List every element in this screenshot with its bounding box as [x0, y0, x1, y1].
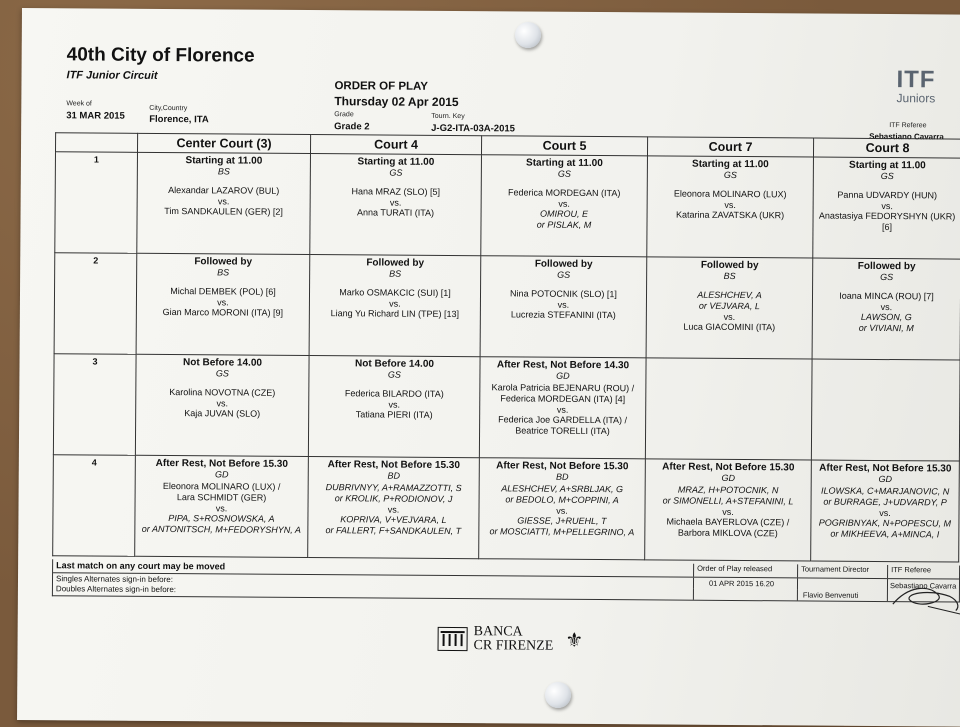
- player-one: or SIMONELLI, A+STEFANINI, L: [662, 495, 794, 507]
- event-code: BD: [555, 471, 569, 482]
- match-cell: [309, 255, 481, 357]
- match-cell: [813, 157, 960, 259]
- referee-signature: [888, 576, 960, 617]
- director-label: Tournament Director: [797, 564, 887, 578]
- player-two: Tatiana PIERI (ITA): [355, 409, 433, 420]
- player-two: Beatrice TORELLI (ITA): [515, 425, 610, 437]
- player-one: or BEDOLO, M+COPPINI, A: [505, 494, 619, 506]
- circuit-subtitle: ITF Junior Circuit: [66, 69, 158, 82]
- player-one: DUBRIVNYY, A+RAMAZZOTTI, S: [325, 482, 462, 494]
- event-code: GD: [556, 370, 570, 381]
- court-header: Court 4: [310, 135, 481, 155]
- match-time-slot: After Rest, Not Before 15.30: [155, 457, 288, 470]
- player-one: Lara SCHMIDT (GER): [176, 492, 267, 503]
- match-cell: [479, 357, 646, 459]
- tournament-title: 40th City of Florence: [66, 44, 255, 67]
- event-code: BS: [217, 166, 230, 177]
- player-two: Liang Yu Richard LIN (TPE) [13]: [330, 308, 460, 320]
- order-of-play-title: ORDER OF PLAY: [334, 80, 429, 93]
- match-cell: [308, 457, 480, 559]
- match-cell: [646, 257, 813, 359]
- order-of-play-sheet: [17, 8, 960, 727]
- player-two: Gian Marco MORONI (ITA) [9]: [162, 306, 284, 318]
- oop-released-cell-2: [693, 589, 797, 601]
- grade-label: Grade: [334, 111, 354, 119]
- player-one: Federica MORDEGAN (ITA): [508, 187, 621, 199]
- player-two: or MIKHEEVA, A+MINCA, I: [830, 528, 940, 540]
- event-code: GS: [723, 169, 737, 180]
- player-two: PIPA, S+ROSNOWSKA, A: [168, 513, 275, 524]
- sheet-footer: [52, 559, 960, 602]
- match-time-slot: Not Before 14.00: [183, 357, 263, 369]
- row-number: 2: [54, 253, 137, 355]
- schedule-row: [53, 354, 960, 461]
- footer-referee-name: Sebastiano Cavarra: [889, 581, 957, 591]
- match-cell: [480, 256, 647, 358]
- row-number: 1: [55, 152, 138, 254]
- court-header: Court 8: [813, 138, 960, 158]
- match-cell: [645, 358, 812, 460]
- juniors-logo-text: Juniors: [896, 91, 936, 106]
- doubles-alternates-label: Doubles Alternates sign-in before:: [55, 584, 177, 595]
- player-one: Ioana MINCA (ROU) [7]: [839, 290, 934, 302]
- versus-label: vs.: [389, 197, 402, 208]
- player-two: or VIVIANI, M: [858, 322, 914, 334]
- player-one: Eleonora MOLINARO (LUX) /: [162, 480, 281, 492]
- versus-label: vs.: [217, 196, 230, 207]
- versus-label: vs.: [558, 198, 570, 209]
- versus-label: vs.: [879, 507, 891, 519]
- match-cell: [137, 152, 311, 254]
- event-code: GS: [557, 168, 571, 179]
- week-of-value: 31 MAR 2015: [66, 110, 125, 122]
- match-time-slot: Starting at 11.00: [526, 157, 603, 170]
- player-two: or ANTONITSCH, M+FEDORYSHYN, A: [141, 523, 301, 535]
- versus-label: vs.: [557, 299, 570, 310]
- player-one: Eleonora MOLINARO (LUX): [673, 188, 787, 200]
- last-match-note: Last match on any court may be moved: [56, 560, 226, 572]
- match-time-slot: Followed by: [857, 260, 916, 273]
- player-two: POGRIBNYAK, N+POPESCU, M: [818, 517, 952, 529]
- match-cell: [812, 258, 960, 360]
- player-two: or FALLERT, F+SANDKAULEN, T: [325, 525, 462, 537]
- versus-label: vs.: [723, 311, 736, 322]
- bank-building-icon: [438, 627, 468, 651]
- schedule-table: [52, 132, 960, 562]
- sponsor-line-2: CR FIRENZE: [473, 638, 554, 654]
- player-one: Karola Patricia BEJENARU (ROU) /: [491, 382, 635, 394]
- player-one: Hana MRAZ (SLO) [5]: [351, 186, 441, 197]
- court-header: Center Court (3): [137, 133, 310, 153]
- oop-released-label: Order of Play released: [693, 564, 797, 578]
- player-one: ALESHCHEV, A+SRBLJAK, G: [501, 483, 624, 495]
- player-one: Alexandar LAZAROV (BUL): [168, 185, 280, 196]
- versus-label: vs.: [881, 201, 893, 212]
- player-two: or PISLAK, M: [536, 219, 592, 230]
- player-two: Lucrezia STEFANINI (ITA): [510, 309, 616, 321]
- match-cell: [647, 156, 814, 258]
- row-number-header: [55, 133, 137, 153]
- player-one: Federica BILARDO (ITA): [344, 388, 444, 399]
- player-two: LAWSON, G: [860, 311, 912, 323]
- match-time-slot: Followed by: [534, 258, 593, 270]
- versus-label: vs.: [389, 298, 401, 309]
- event-code: GD: [878, 473, 893, 485]
- push-pin: [545, 682, 571, 708]
- player-two: Kaja JUVAN (SLO): [184, 408, 261, 419]
- match-time-slot: Followed by: [194, 256, 253, 268]
- push-pin: [515, 22, 541, 48]
- match-time-slot: After Rest, Not Before 15.30: [662, 461, 795, 474]
- event-code: BS: [723, 270, 736, 281]
- player-two: or MOSCIATTI, M+PELLEGRINO, A: [489, 526, 635, 538]
- match-cell: [135, 354, 309, 456]
- event-code: BS: [217, 267, 230, 278]
- match-time-slot: After Rest, Not Before 14.30: [496, 359, 630, 372]
- match-time-slot: After Rest, Not Before 15.30: [496, 460, 629, 473]
- player-one: ILOWSKA, C+MARJANOVIC, N: [820, 485, 950, 497]
- court-header: Court 7: [647, 137, 813, 157]
- player-two: OMIROU, E: [540, 208, 589, 219]
- court-header: Court 5: [481, 136, 647, 156]
- event-code: GS: [387, 369, 401, 380]
- player-one: or KROLIK, P+RODIONOV, J: [334, 493, 453, 505]
- player-two: Luca GIACOMINI (ITA): [683, 321, 776, 333]
- match-time-slot: Starting at 11.00: [185, 155, 263, 167]
- referee-name: Sebastiano Cavarra: [869, 131, 944, 142]
- player-two: Anna TURATI (ITA): [357, 207, 435, 218]
- versus-label: vs.: [215, 503, 228, 514]
- match-time-slot: Starting at 11.00: [849, 159, 926, 172]
- event-code: GS: [880, 271, 894, 283]
- event-code: GS: [557, 269, 571, 280]
- versus-label: vs.: [387, 504, 400, 515]
- match-cell: [479, 458, 646, 560]
- week-of-label: Week of: [66, 100, 92, 108]
- grade-value: Grade 2: [334, 121, 370, 133]
- player-two: GIESSE, J+RUEHL, T: [517, 515, 607, 527]
- footer-referee-label: ITF Referee: [887, 565, 959, 579]
- versus-label: vs.: [556, 404, 569, 415]
- player-one: Federica MORDEGAN (ITA) [4]: [500, 393, 626, 405]
- florence-lily-icon: ⚜: [565, 629, 584, 652]
- versus-label: vs.: [216, 398, 229, 409]
- event-code: GS: [880, 170, 894, 182]
- tourn-key-label: Tourn. Key: [431, 112, 465, 121]
- versus-label: vs.: [217, 297, 229, 308]
- versus-label: vs.: [724, 199, 736, 210]
- director-name: Flavio Benvenuti: [802, 590, 859, 600]
- versus-label: vs.: [556, 505, 568, 516]
- row-number: 3: [53, 354, 136, 456]
- match-cell: [135, 455, 309, 557]
- row-number: 4: [53, 455, 136, 557]
- player-one: Karolina NOVOTNA (CZE): [169, 387, 276, 398]
- match-cell: [481, 155, 648, 257]
- versus-label: vs.: [880, 302, 893, 313]
- player-two: Katarina ZAVATSKA (UKR): [676, 209, 785, 221]
- oop-released-value-cell: [693, 578, 797, 590]
- event-code: BD: [387, 470, 401, 481]
- oop-released-value: 01 APR 2015 16.20: [708, 578, 775, 589]
- player-one: Michal DEMBEK (POL) [6]: [170, 286, 276, 297]
- singles-alternates-label: Singles Alternates sign-in before:: [55, 574, 174, 585]
- match-time-slot: After Rest, Not Before 15.30: [819, 462, 952, 475]
- match-cell: [811, 359, 960, 461]
- sponsor-line-1: BANCA: [473, 624, 523, 640]
- schedule-row: [53, 455, 960, 562]
- event-code: GS: [389, 167, 403, 178]
- director-name-cell: [797, 589, 887, 601]
- city-value: Florence, ITA: [149, 113, 209, 126]
- city-label: City,Country: [149, 104, 188, 113]
- player-one: Nina POTOCNIK (SLO) [1]: [510, 288, 617, 300]
- player-one: MRAZ, H+POTOCNIK, N: [677, 484, 779, 496]
- schedule-row: [55, 152, 960, 259]
- player-one: or VEJVARA, L: [698, 300, 760, 312]
- match-time-slot: After Rest, Not Before 15.30: [327, 459, 460, 472]
- sponsor-name: [474, 625, 554, 654]
- director-cell: [797, 578, 887, 590]
- event-code: GD: [721, 472, 736, 483]
- match-time-slot: Not Before 14.00: [355, 358, 435, 370]
- match-time-slot: Followed by: [366, 257, 425, 269]
- tourn-key-value: J-G2-ITA-03A-2015: [431, 122, 515, 135]
- player-one: Marko OSMAKCIC (SUI) [1]: [339, 287, 451, 299]
- player-two: Michaela BAYERLOVA (CZE) /: [666, 516, 790, 528]
- event-code: GS: [215, 368, 229, 379]
- event-code: GD: [214, 469, 229, 480]
- player-one: ALESHCHEV, A: [697, 289, 762, 301]
- versus-label: vs.: [722, 506, 734, 517]
- schedule-row: [54, 253, 960, 360]
- order-of-play-date: Thursday 02 Apr 2015: [334, 94, 459, 110]
- sponsor-logo: [438, 625, 584, 654]
- match-cell: [645, 459, 812, 561]
- match-cell: [308, 356, 480, 458]
- referee-label: ITF Referee: [889, 122, 927, 130]
- match-cell: [310, 154, 482, 256]
- match-cell: [136, 253, 310, 355]
- itf-logo-text: ITF: [896, 66, 936, 94]
- match-time-slot: Followed by: [700, 259, 759, 272]
- itf-juniors-logo: [896, 66, 935, 105]
- player-two: Barbora MIKLOVA (CZE): [677, 527, 778, 539]
- event-code: BS: [389, 268, 402, 279]
- match-cell: [811, 460, 960, 562]
- player-two: Anastasiya FEDORYSHYN (UKR) [6]: [818, 210, 956, 233]
- match-time-slot: Starting at 11.00: [357, 156, 435, 168]
- player-two: Federica Joe GARDELLA (ITA) /: [498, 414, 628, 426]
- player-one: or BURRAGE, J+UDVARDY, P: [823, 496, 947, 508]
- player-one: Panna UDVARDY (HUN): [837, 189, 938, 201]
- player-two: Tim SANDKAULEN (GER) [2]: [164, 205, 283, 217]
- player-two: KOPRIVA, V+VEJVARA, L: [340, 514, 447, 525]
- match-time-slot: Starting at 11.00: [692, 158, 769, 171]
- versus-label: vs.: [388, 399, 401, 410]
